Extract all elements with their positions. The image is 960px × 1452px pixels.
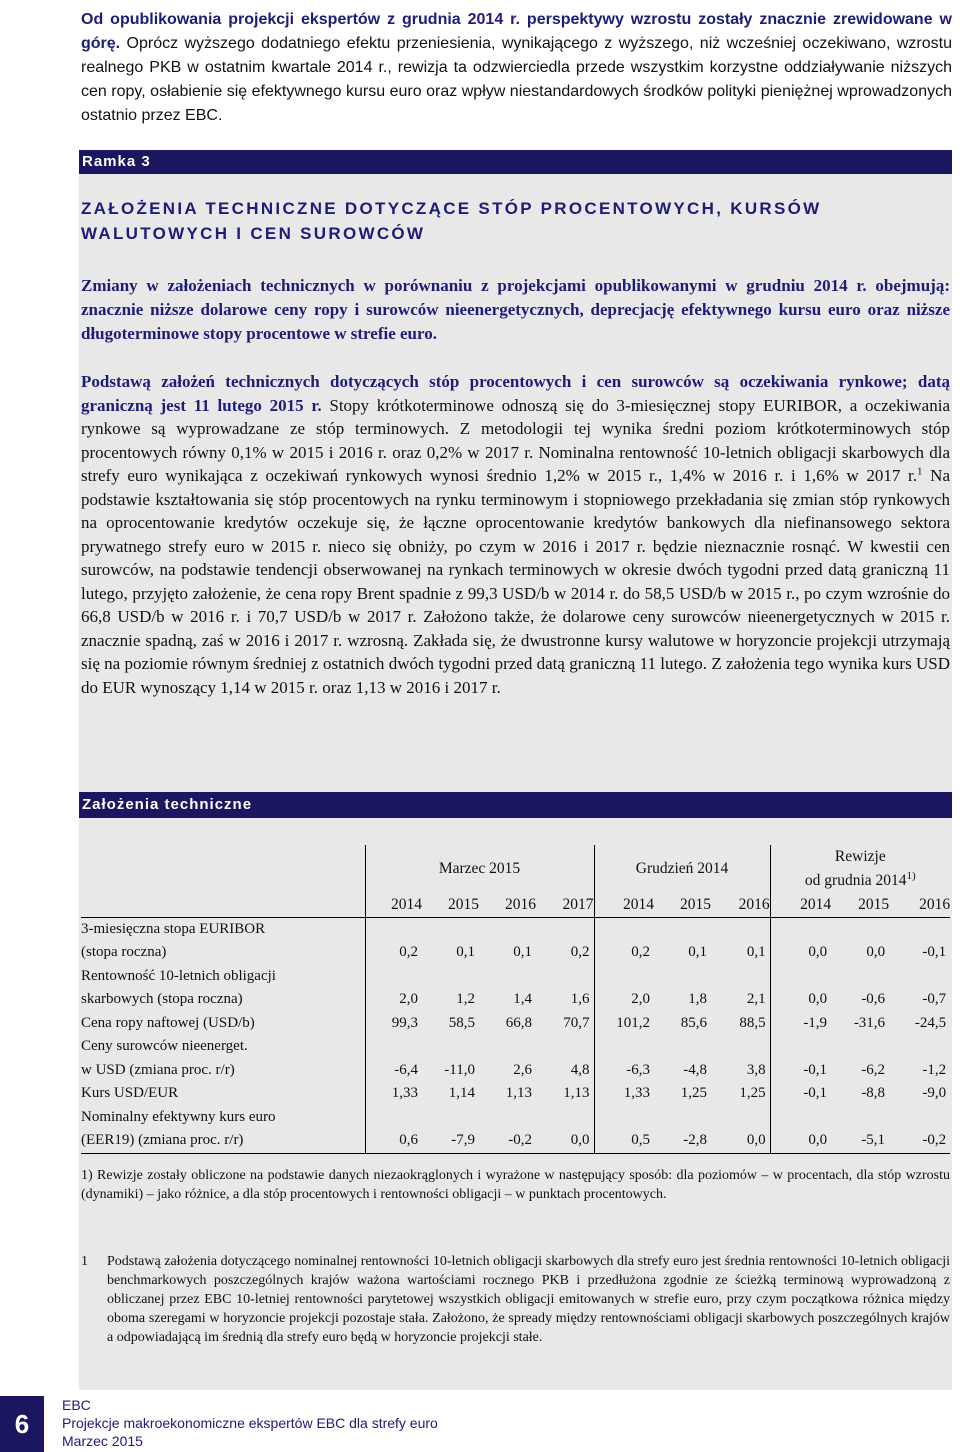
year-header: 2015 xyxy=(858,896,890,913)
table-cell: 0,2 xyxy=(399,944,418,960)
box-label: Ramka 3 xyxy=(79,150,952,174)
row-label: Rentowność 10-letnich obligacji xyxy=(81,965,365,989)
row-label: w USD (zmiana proc. r/r) xyxy=(81,1059,365,1083)
footer-date: Marzec 2015 xyxy=(62,1433,143,1449)
table-cell: 1,25 xyxy=(680,1085,708,1101)
box-body-part2: Na podstawie kształtowania się stóp procentowych na rynku terminowym i stopniowego przekładania się zmian stóp rynkowych na oprocentowanie kredytów oczekuje się, że łączne oprocentowanie kredytów bankowych dla niefinansowego sektora prywatnego strefy euro w 2015 r. nieco się obniży, po czym w 2016 i 2017 r. będzie nieznacznie rosnąć. W kwestii cen surowców, na podstawie tendencji obserwowanej na rynkach terminowych w okresie dwóch tygodni przed datą graniczną 11 lutego, przyjęto założenie, że cena ropy Brent spadnie z 99,3 USD/b w 2014 r. do 58,5 USD/b w 2015 r., po czym wzrośnie do 66,8 USD/b w 2016 r. i 70,7 USD/b w 2017 r. Założono także, że dolarowe ceny surowców nieenergetycznych w 2015 r. znacznie spadną, zaś w 2016 i 2017 r. wzrosną. Zakłada się, że dwustronne kursy walutowe w horyzoncie projekcji utrzymają się na poziomie równym średniej z ostatnich dwóch tygodni przed datą graniczną 11 lutego. Z założenia tego wynika kurs USD do EUR wynoszący 1,14 w 2015 r. oraz 1,13 w 2016 i 2017 r. xyxy=(81,466,950,697)
table-cell: 1,25 xyxy=(711,1082,770,1106)
box-body-part1: Stopy krótkoterminowe odnoszą się do 3-miesięcznej stopy EURIBOR, a oczekiwania rynkowe są wyprowadzane ze stóp terminowych. Z metodologii tej wynika średni poziom krótkoterminowych stóp procentowych równy 0,1% w 2015 i 2016 r. oraz 0,2% w 2017 r. Nominalna rentowność 10-letnich obligacji skarbowych dla strefy euro wynikająca z oczekiwań rynkowych wynosi średnio 1,2% w 2015 r., 1,4% w 2016 r. i 1,6% w 2017 r. xyxy=(81,395,950,485)
table-cell: 1,33 xyxy=(391,1085,418,1101)
group-march-2015: Marzec 2015 xyxy=(365,845,594,893)
row-label: skarbowych (stopa roczna) xyxy=(81,988,365,1012)
year-header: 2014 xyxy=(800,896,832,913)
table-cell: -0,2 xyxy=(479,1129,536,1153)
table-cell: -24,5 xyxy=(914,1014,947,1031)
table-cell: -9,0 xyxy=(922,1085,947,1101)
table-cell: 0,0 xyxy=(770,1129,831,1153)
box-title: ZAŁOŻENIA TECHNICZNE DOTYCZĄCE STÓP PROCENTOWYCH, KURSÓW WALUTOWYCH I CEN SUROWCÓW xyxy=(81,199,822,243)
table-cell: 0,1 xyxy=(711,941,770,965)
table-cell: 1,6 xyxy=(536,988,594,1012)
table-cell: 0,0 xyxy=(808,944,828,960)
page-number: 6 xyxy=(0,1396,44,1452)
table-cell: -0,6 xyxy=(861,991,886,1007)
footnote-text: Podstawą założenia dotyczącego nominalnej rentowności 10-letnich obligacji skarbowych dla strefy euro jest średnia rentowności 10-letnich obligacji benchmarkowych poszczególnych krajów ważona wartościami rocznego PKB i przedłużona zgodnie ze ścieżką terminową wyprowadzoną z obliczanej przez EBC 10-letniej rentowności parytetowej wszystkich obligacji emitowanych w strefie euro, przy czym początkowa różnica między oboma szeregami w horyzoncie projekcji pozostaje stała. Założono, że spready między rentownościami obligacji skarbowych poszczególnych krajów a odpowiadającą im średnią dla strefy euro będą w horyzoncie projekcji stałe. xyxy=(107,1254,950,1345)
table-cell: -0,1 xyxy=(803,1061,828,1078)
table-cell: 0,5 xyxy=(594,1129,654,1153)
row-label: Kurs USD/EUR xyxy=(81,1082,365,1106)
table-cell: 0,2 xyxy=(631,944,651,960)
table-cell: -0,7 xyxy=(922,991,947,1007)
year-header: 2014 xyxy=(623,896,655,913)
footnote-number: 1 xyxy=(81,1254,88,1269)
table-cell: 1,33 xyxy=(623,1085,651,1101)
year-header: 2016 xyxy=(919,896,951,913)
table-cell: 85,6 xyxy=(680,1014,708,1031)
footer-text xyxy=(62,1396,438,1450)
table-cell: 2,1 xyxy=(711,988,770,1012)
assumptions-table xyxy=(81,845,950,1154)
table-cell: -0,2 xyxy=(889,1129,950,1153)
table-cell: -1,2 xyxy=(922,1061,947,1078)
box-body xyxy=(81,370,950,699)
table-cell: 70,7 xyxy=(536,1012,594,1036)
year-header: 2015 xyxy=(448,896,479,913)
table-cell: 3,8 xyxy=(711,1059,770,1083)
row-label: (EER19) (zmiana proc. r/r) xyxy=(81,1129,365,1153)
year-header: 2017 xyxy=(536,893,594,917)
table-cell: 0,1 xyxy=(456,944,475,960)
table-cell: 101,2 xyxy=(616,1014,651,1031)
table-cell: 88,5 xyxy=(711,1012,770,1036)
table-cell: 0,1 xyxy=(688,944,708,960)
row-label: Cena ropy naftowej (USD/b) xyxy=(81,1012,365,1036)
table-cell: 0,2 xyxy=(536,941,594,965)
table-cell: 0,6 xyxy=(365,1129,422,1153)
row-label: Ceny surowców nieenerget. xyxy=(81,1035,365,1059)
table-cell: -4,8 xyxy=(683,1061,708,1078)
table-cell: 1,2 xyxy=(456,991,475,1007)
table-cell: 2,0 xyxy=(399,991,418,1007)
row-label: Nominalny efektywny kurs euro xyxy=(81,1106,365,1130)
box-body-lead: Podstawą założeń technicznych dotyczących stóp procentowych i cen surowców są oczekiwania rynkowe; datą graniczną jest 11 lutego 2015 r. xyxy=(81,372,950,415)
table-cell: -8,8 xyxy=(861,1085,886,1101)
table-cell: 1,4 xyxy=(513,991,532,1007)
table-cell: 0,0 xyxy=(711,1129,770,1153)
table-cell: -7,9 xyxy=(422,1129,479,1153)
table-cell: 1,13 xyxy=(505,1085,532,1101)
footer-org: EBC xyxy=(62,1397,91,1413)
table-cell: 0,1 xyxy=(513,944,532,960)
table-cell: -0,1 xyxy=(922,944,947,960)
table-cell: 2,6 xyxy=(513,1061,532,1078)
table-cell: -6,4 xyxy=(394,1061,418,1078)
table-cell: 1,14 xyxy=(448,1085,475,1101)
table-cell: 0,0 xyxy=(866,944,886,960)
group-revisions-line1: Rewizje xyxy=(834,848,886,866)
intro-rest: Oprócz wyższego dodatniego efektu przeniesienia, wynikającego z wyższego, niż wcześniej oczekiwano, wzrostu realnego PKB w ostatnim kwartale 2014 r., rewizja ta odzwierciedla przede wszystkim korzystne oddziaływanie niższych cen ropy, osłabienie się efektywnego kursu euro oraz wpływ niestandardowych środków polityki pieniężnej wprowadzonych ostatnio przez EBC. xyxy=(81,35,952,124)
year-header: 2016 xyxy=(711,893,770,917)
table-cell: -2,8 xyxy=(654,1129,711,1153)
footnote-ref: 1 xyxy=(917,465,923,478)
box-3 xyxy=(79,150,952,1390)
table-cell: 4,8 xyxy=(536,1059,594,1083)
table-cell: -0,1 xyxy=(803,1085,828,1101)
row-label: (stopa roczna) xyxy=(81,941,365,965)
group-revisions-line2: od grudnia 2014$^{1)}$ xyxy=(804,870,916,890)
table-cell: -31,6 xyxy=(853,1014,886,1031)
table-cell: 58,5 xyxy=(448,1014,475,1031)
year-header: 2016 xyxy=(505,896,536,913)
table-cell: -5,1 xyxy=(831,1129,889,1153)
table-cell: 1,13 xyxy=(536,1082,594,1106)
row-label: 3-miesięczna stopa EURIBOR xyxy=(81,917,365,941)
table-cell: 1,8 xyxy=(688,991,708,1007)
footnote xyxy=(81,1252,950,1347)
group-dec-2014: Grudzień 2014 xyxy=(594,845,770,893)
year-header: 2015 xyxy=(680,896,712,913)
page-footer xyxy=(0,1396,960,1452)
box-summary: Zmiany w założeniach technicznych w porównaniu z projekcjami opublikowanymi w grudniu 2014 r. obejmują: znacznie niższe dolarowe ceny ropy i surowców nieenergetycznych, deprecjację efektywnego kursu euro oraz niższe długoterminowe stopy procentowe w strefie euro. xyxy=(81,276,950,343)
table-cell: -6,3 xyxy=(626,1061,651,1078)
table-label: Założenia techniczne xyxy=(79,792,952,818)
table-cell: 99,3 xyxy=(391,1014,418,1031)
footer-publication: Projekcje makroekonomiczne ekspertów EBC dla strefy euro xyxy=(62,1415,438,1431)
table-cell: -6,2 xyxy=(861,1061,886,1078)
intro-lead: Od opublikowania projekcji ekspertów z grudnia 2014 r. perspektywy wzrostu zostały znacznie zrewidowane w górę. xyxy=(81,11,952,52)
table-body xyxy=(81,917,950,1153)
intro-paragraph xyxy=(81,8,952,128)
table-note: 1) Rewizje zostały obliczone na podstawie danych niezaokrąglonych i wyrażone w następujący sposób: dla poziomów – w procentach, dla stóp wzrostu (dynamiki) – jako różnice, a dla stóp procentowych i rentowności obligacji – w punktach procentowych. xyxy=(81,1168,950,1202)
table-cell: 2,0 xyxy=(631,991,651,1007)
table-cell: -1,9 xyxy=(803,1014,828,1031)
table-cell: 0,0 xyxy=(808,991,828,1007)
table-cell: 0,0 xyxy=(536,1129,594,1153)
year-header: 2014 xyxy=(391,896,422,913)
table-cell: -11,0 xyxy=(444,1061,475,1078)
table-cell: 66,8 xyxy=(505,1014,532,1031)
